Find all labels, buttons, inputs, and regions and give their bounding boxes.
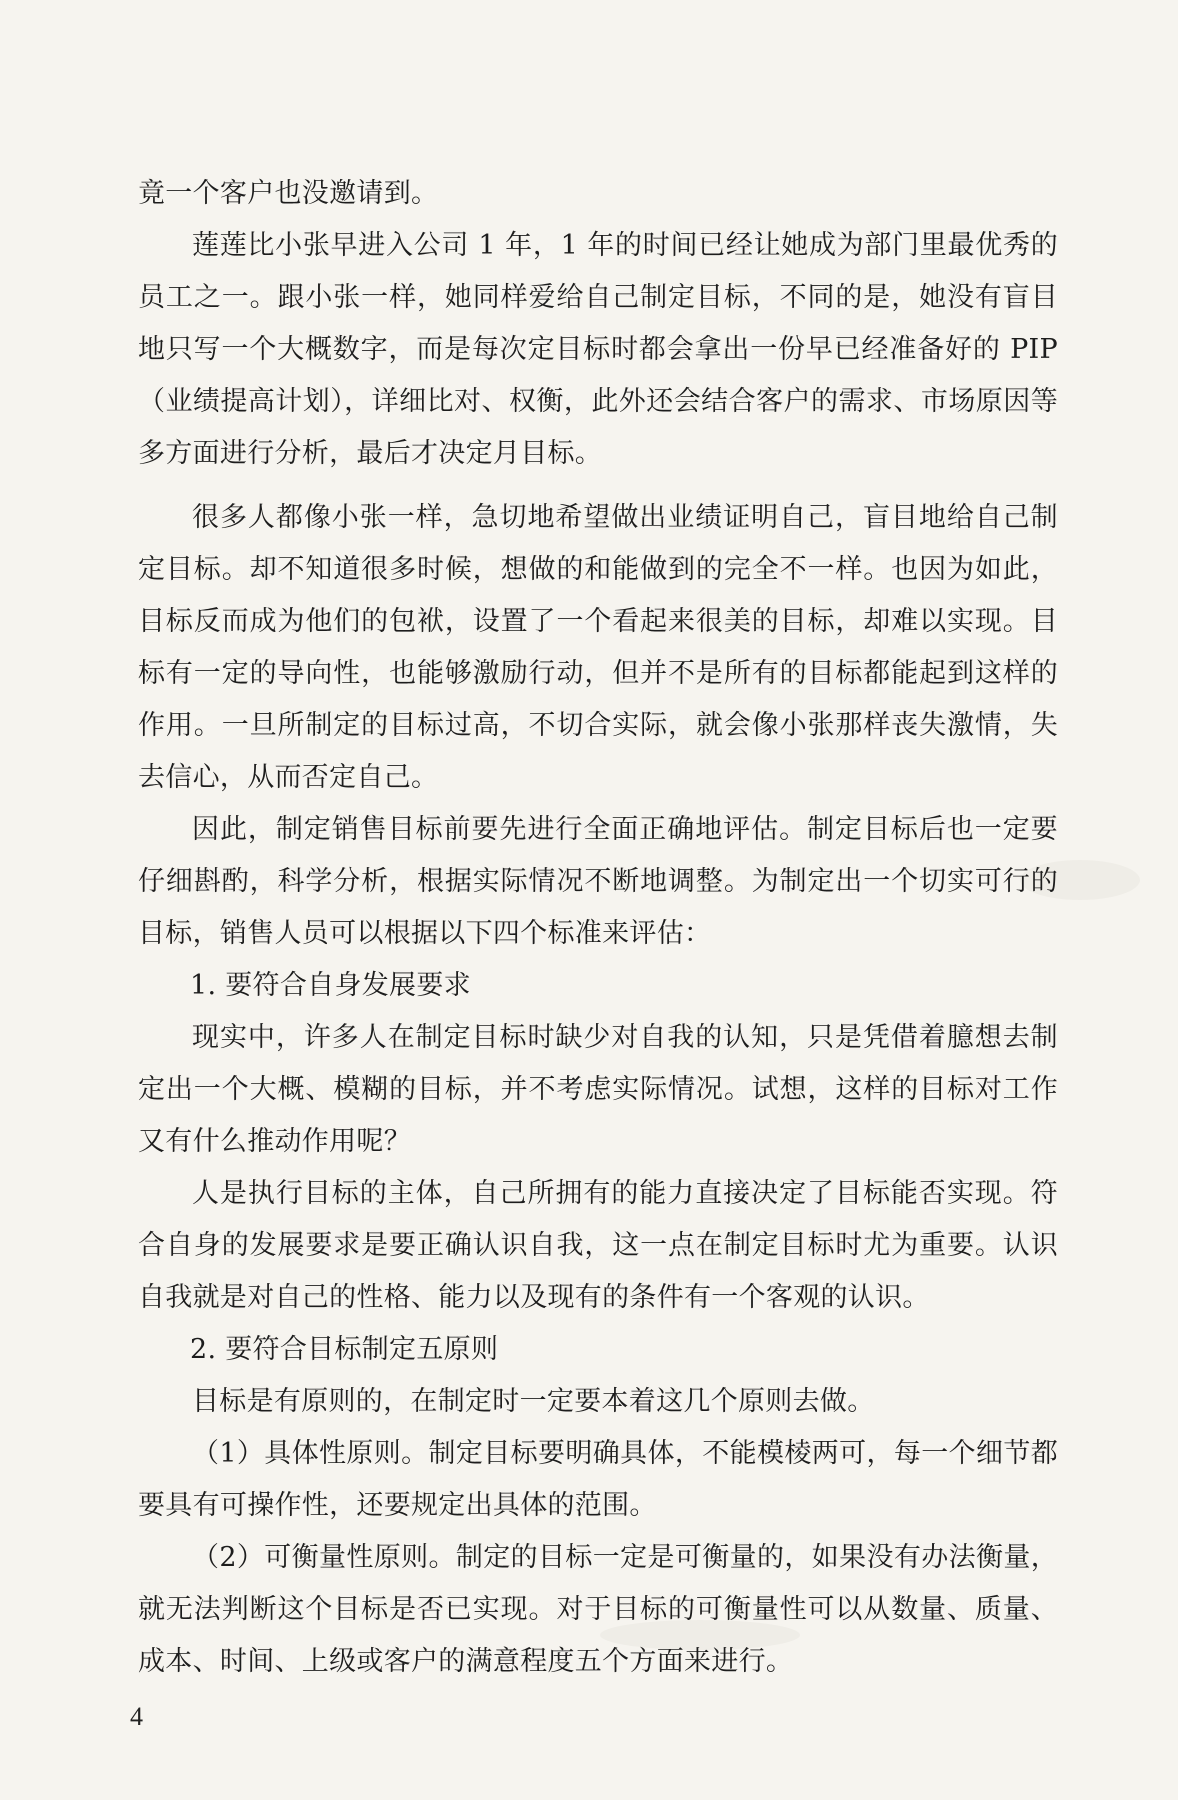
- page-body: [138, 168, 1058, 1688]
- paragraph-principle-2: （2）可衡量性原则。制定的目标一定是可衡量的，如果没有办法衡量，就无法判断这个目标是否已实现。对于目标的可衡量性可以从数量、质量、成本、时间、上级或客户的满意程度五个方面来进行。: [138, 1542, 1058, 1677]
- paragraph-many-people: 很多人都像小张一样，急切地希望做出业绩证明自己，盲目地给自己制定目标。却不知道很多时候，想做的和能做到的完全不一样。也因为如此，目标反而成为他们的包袱，设置了一个看起来很美的目标，却难以实现。目标有一定的导向性，也能够激励行动，但并不是所有的目标都能起到这样的作用。一旦所制定的目标过高，不切合实际，就会像小张那样丧失激情，失去信心，从而否定自己。: [138, 502, 1058, 793]
- paragraph-principle-1: （1）具体性原则。制定目标要明确具体，不能模棱两可，每一个细节都要具有可操作性，还要规定出具体的范围。: [138, 1438, 1058, 1521]
- paragraph-therefore: 因此，制定销售目标前要先进行全面正确地评估。制定目标后也一定要仔细斟酌，科学分析，根据实际情况不断地调整。为制定出一个切实可行的目标，销售人员可以根据以下四个标准来评估：: [138, 814, 1058, 949]
- paragraph-continued: 竟一个客户也没邀请到。: [138, 178, 439, 209]
- page-number: 4: [130, 1702, 143, 1731]
- paragraph-lianlian: 莲莲比小张早进入公司 1 年，1 年的时间已经让她成为部门里最优秀的员工之一。跟小张一样，她同样爱给自己制定目标，不同的是，她没有盲目地只写一个大概数字，而是每次定目标时都会拿出一份早已经准备好的 PIP（业绩提高计划），详细比对、权衡，此外还会结合客户的需求、市场原因等多方面进行分析，最后才决定月目标。: [138, 230, 1058, 469]
- section-heading-2: 2. 要符合目标制定五原则: [190, 1334, 499, 1365]
- paragraph-principles: 目标是有原则的，在制定时一定要本着这几个原则去做。: [192, 1386, 875, 1417]
- paragraph-subject: 人是执行目标的主体，自己所拥有的能力直接决定了目标能否实现。符合自身的发展要求是要正确认识自我，这一点在制定目标时尤为重要。认识自我就是对自己的性格、能力以及现有的条件有一个客观的认识。: [138, 1178, 1058, 1313]
- paragraph-reality: 现实中，许多人在制定目标时缺少对自我的认知，只是凭借着臆想去制定出一个大概、模糊的目标，并不考虑实际情况。试想，这样的目标对工作又有什么推动作用呢？: [138, 1022, 1058, 1157]
- section-heading-1: 1. 要符合自身发展要求: [190, 970, 471, 1001]
- paragraph-spacer: [138, 480, 1058, 492]
